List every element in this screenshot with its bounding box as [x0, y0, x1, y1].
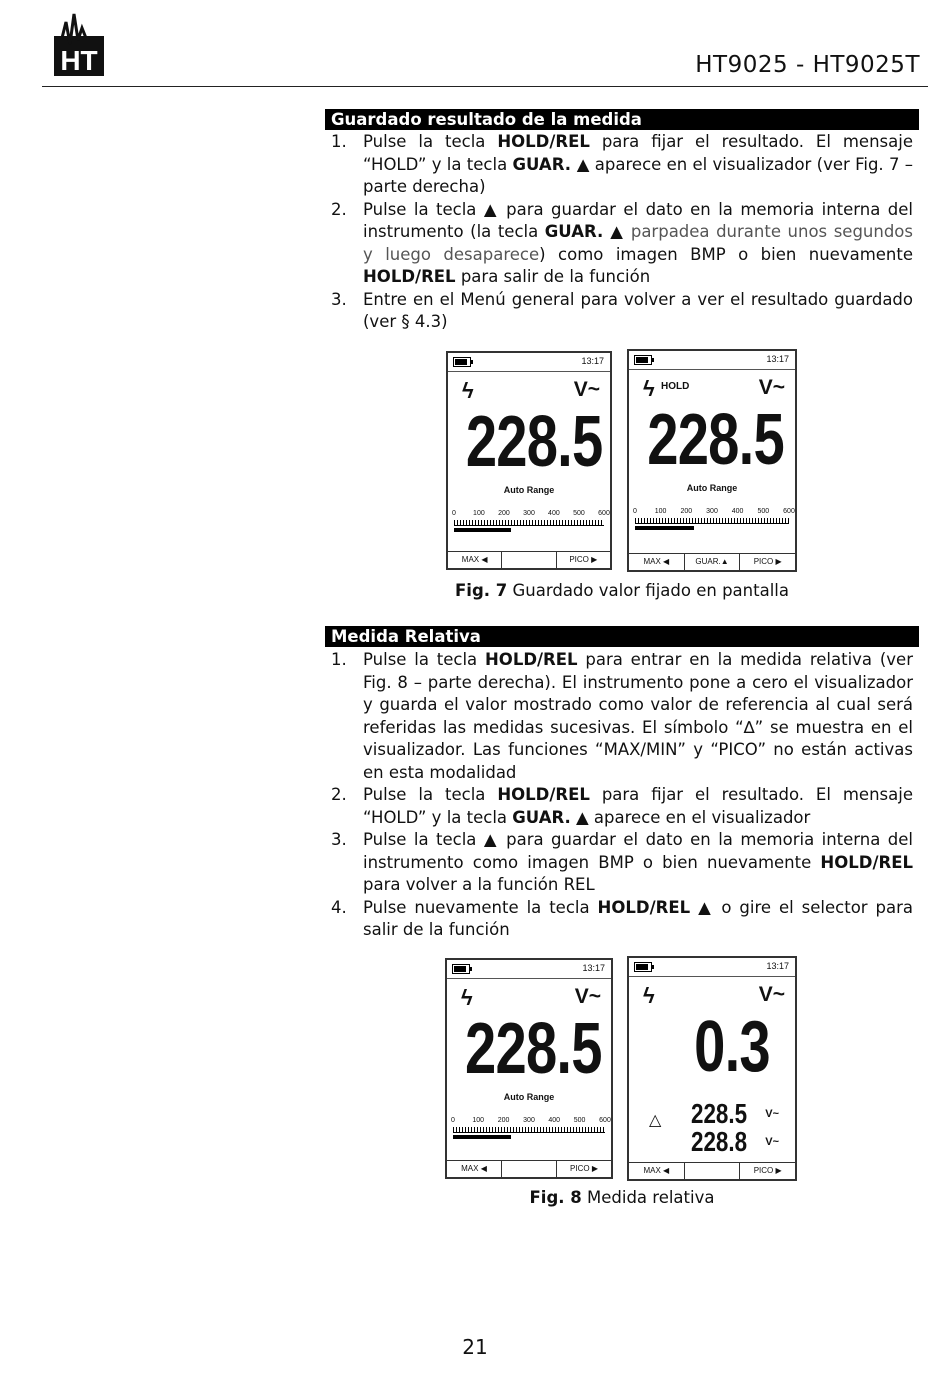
- softkey-save[interactable]: GUAR.▲: [684, 554, 740, 570]
- clock: 13:17: [581, 356, 604, 366]
- hold-indicator: HOLD: [661, 381, 690, 392]
- clock: 13:17: [766, 354, 789, 364]
- softkey-bar: [629, 553, 795, 570]
- steps-save: [331, 131, 913, 334]
- main-reading: 228.5: [465, 1009, 602, 1089]
- section-heading-relative: Medida Relativa: [325, 626, 919, 647]
- step-item: 4. Pulse nuevamente la tecla HOLD/REL ▲ o gire el selector para salir de la función: [331, 897, 913, 939]
- bargraph-fill: [454, 528, 511, 532]
- softkey-pico[interactable]: PICO ▶: [739, 554, 795, 570]
- battery-icon: [452, 964, 470, 974]
- softkey-bar: [448, 551, 610, 568]
- auto-range-label: Auto Range: [503, 485, 555, 495]
- logo-text: HT: [60, 45, 98, 76]
- reference-unit: V~: [765, 1108, 779, 1120]
- step-item: 2. Pulse la tecla ▲ para guardar el dato en la memoria interna del instrumento (la tecla GUAR. ▲ parpadea durante unos segundos y luego desaparece) como imagen BMP o bien nuevamente HOLD/REL para salir de la función: [331, 199, 914, 286]
- softkey-empty[interactable]: [501, 1161, 556, 1177]
- softkey-empty[interactable]: [684, 1163, 740, 1179]
- softkey-max[interactable]: MAX ◀: [461, 555, 488, 564]
- battery-icon: [634, 355, 652, 365]
- hazard-bolt-icon: ϟ: [462, 378, 474, 403]
- fig8-screen-left: [445, 958, 613, 1179]
- fig7-caption: Fig. 7 Guardado valor fijado en pantalla: [455, 581, 789, 600]
- page-number: 21: [462, 1335, 488, 1359]
- softkey-pico[interactable]: PICO ▶: [739, 1163, 795, 1179]
- hazard-bolt-icon: ϟ: [643, 376, 655, 401]
- fig7-screen-right: [627, 349, 797, 572]
- auto-range-label: Auto Range: [503, 1092, 555, 1102]
- model-title: HT9025 - HT9025T: [695, 52, 920, 78]
- fig8-screen-right: [627, 956, 797, 1181]
- steps-relative: [331, 649, 913, 942]
- step-item: 3. Pulse la tecla ▲ para guardar el dato en la memoria interna del instrumento como imagen BMP o bien nuevamente HOLD/REL para volver a la función REL: [331, 830, 913, 894]
- ht-logo: [52, 10, 106, 78]
- reference-reading: 228.5: [691, 1098, 748, 1129]
- battery-icon: [634, 962, 652, 972]
- unit-label: V~: [758, 983, 785, 1006]
- bargraph-fill: [635, 526, 694, 530]
- section-heading-save: Guardado resultado de la medida: [325, 109, 919, 130]
- softkey-empty[interactable]: [501, 552, 555, 568]
- delta-icon: △: [649, 1112, 662, 1129]
- fig8-caption: Fig. 8 Medida relativa: [529, 1188, 715, 1207]
- clock: 13:17: [582, 963, 605, 973]
- auto-range-label: Auto Range: [686, 483, 738, 493]
- bargraph-scale: 0 100 200 300 400 500 600: [453, 1117, 605, 1141]
- clock: 13:17: [766, 961, 789, 971]
- step-item: 1. Pulse la tecla HOLD/REL para fijar el resultado. El mensaje “HOLD” y la tecla GUAR. ▲ aparece en el visualizador (ver Fig. 7 – parte derecha): [331, 132, 914, 196]
- softkey-pico[interactable]: PICO ▶: [556, 552, 610, 568]
- unit-label: V~: [758, 376, 785, 399]
- hazard-bolt-icon: ϟ: [643, 983, 655, 1008]
- fig7-screen-left: [446, 351, 612, 570]
- softkey-bar: [447, 1160, 611, 1177]
- actual-reading: 228.8: [691, 1126, 748, 1157]
- step-item: 3. Entre en el Menú general para volver a ver el resultado guardado (ver § 4.3): [331, 289, 913, 331]
- battery-icon: [453, 357, 471, 367]
- header-rule: [42, 86, 928, 87]
- step-item: 1. Pulse la tecla HOLD/REL para entrar en la medida relativa (ver Fig. 8 – parte derecha). El instrumento pone a cero el visualizador y guarda el valor mostrado como valor de referencia al cual será referidas las medidas sucesivas. El símbolo “∆” se muestra en el visualizador. Las funciones “MAX/MIN” y “PICO” no están activas en esta modalidad: [331, 650, 913, 782]
- bargraph-scale: 0 100 200 300 400 500 600: [635, 508, 789, 532]
- softkey-bar: [629, 1162, 795, 1179]
- main-reading: 228.5: [465, 402, 603, 482]
- hazard-bolt-icon: ϟ: [461, 985, 473, 1010]
- actual-unit: V~: [765, 1136, 779, 1148]
- step-item: 2. Pulse la tecla HOLD/REL para fijar el resultado. El mensaje “HOLD” y la tecla GUAR. ▲ aparece en el visualizador: [331, 785, 913, 827]
- bargraph-scale: 0 100 200 300 400 500 600: [454, 510, 604, 534]
- unit-label: V~: [574, 985, 601, 1008]
- softkey-max[interactable]: MAX ◀: [643, 1166, 670, 1175]
- main-reading: 0.3: [694, 1007, 770, 1087]
- main-reading: 228.5: [647, 400, 784, 480]
- softkey-max[interactable]: MAX ◀: [461, 1164, 487, 1173]
- softkey-max[interactable]: MAX ◀: [643, 557, 670, 566]
- bargraph-fill: [453, 1135, 511, 1139]
- unit-label: V~: [573, 378, 600, 401]
- softkey-pico[interactable]: PICO ▶: [556, 1161, 611, 1177]
